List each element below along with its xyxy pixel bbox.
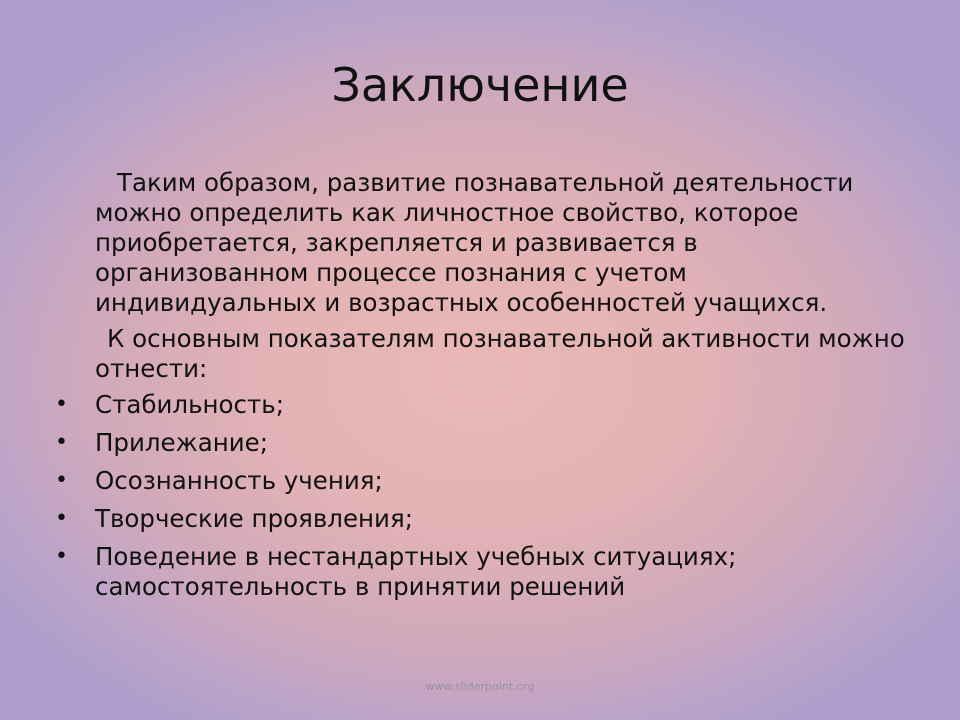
watermark-link[interactable]: www.sliderpoint.org [425, 680, 535, 693]
bullet-icon: • [55, 392, 68, 417]
paragraph-summary: Таким образом, развитие познавательной деятельности можно определить как личностное свойство, которое приобретается, закрепляется и развивается в организованном процессе познания с учетом индивидуальных и возрастных особенностей учащихся. [95, 168, 854, 317]
list-item [55, 466, 905, 496]
list-item-text: Творческие проявления; [95, 504, 413, 533]
paragraph-indicators-intro: К основным показателям познавательной активности можно отнести: [95, 324, 905, 383]
bullet-icon: • [55, 506, 68, 531]
list-item-text: Осознанность учения; [95, 466, 383, 495]
list-item [55, 504, 905, 534]
bullet-icon: • [55, 430, 68, 455]
list-item-text: Поведение в нестандартных учебных ситуациях; самостоятельность в принятии решений [95, 542, 737, 601]
bullet-icon: • [55, 468, 68, 493]
list-item [55, 428, 905, 458]
indicator-list [55, 390, 905, 602]
slide-content [55, 168, 905, 610]
list-item [55, 390, 905, 420]
list-item-text: Стабильность; [95, 390, 284, 419]
list-item [55, 542, 905, 602]
bullet-icon: • [55, 544, 68, 569]
list-item-text: Прилежание; [95, 428, 268, 457]
slide-title: Заключение [331, 58, 629, 112]
